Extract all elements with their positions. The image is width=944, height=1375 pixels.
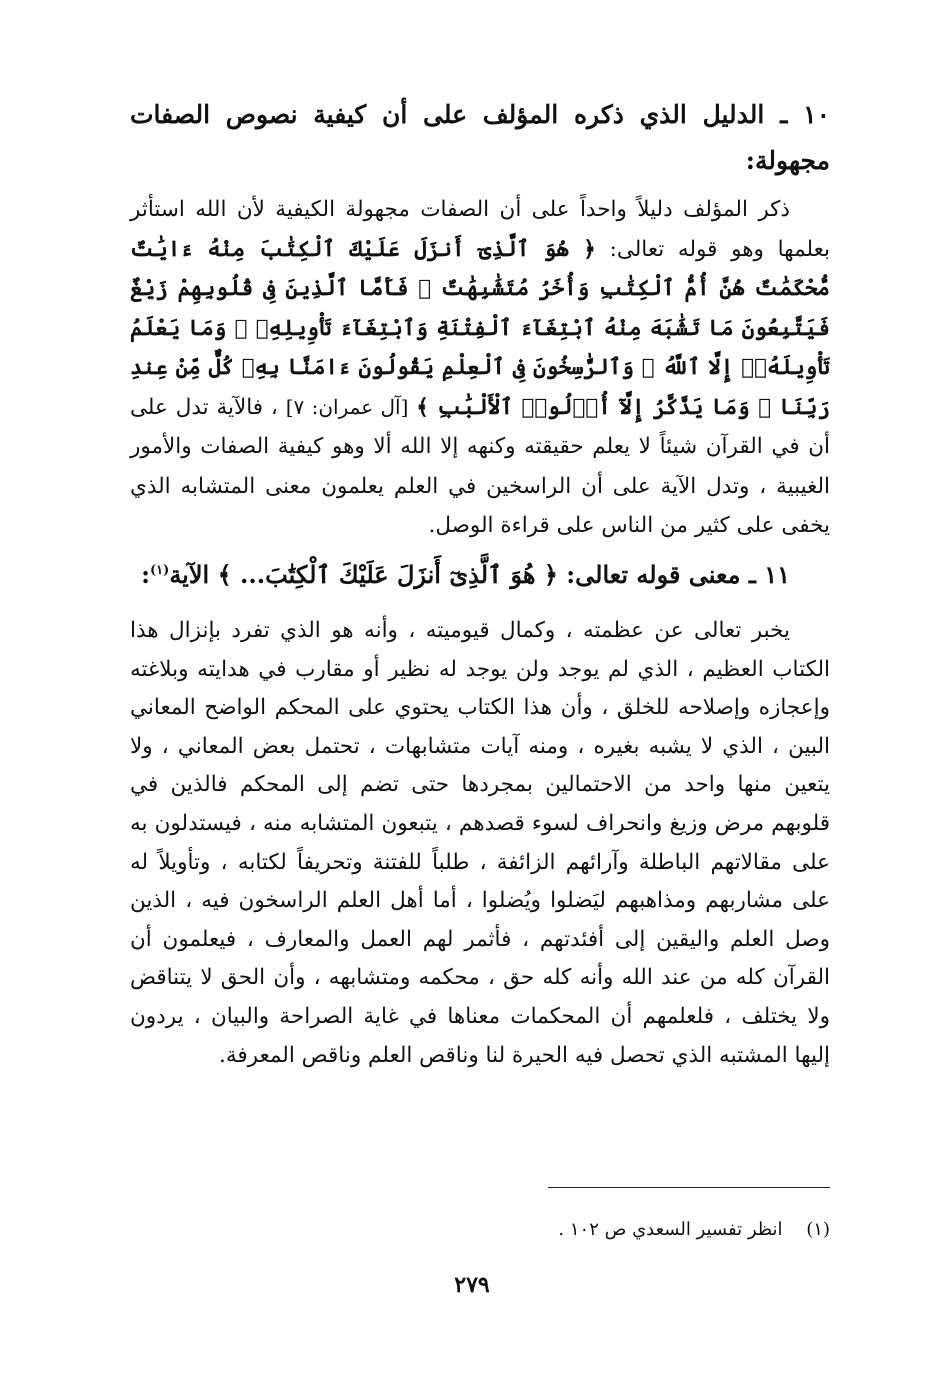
quran-verse: ﴿ هُوَ ٱلَّذِىٓ أَنزَلَ عَلَيْكَ ٱلْكِتَٰبَ مِنْهُ ءَايَٰتٌ مُّحْكَمَٰتٌ هُنَّ أُمُّ ٱلْكِتَٰبِ وَأُخَرُ مُتَشَٰبِهَٰتٌ ۖ فَأَمَّا ٱلَّذِينَ فِى قُلُوبِهِمْ زَيْغٌ فَيَتَّبِعُونَ مَا تَشَٰبَهَ مِنْهُ ٱبْتِغَآءَ ٱلْفِتْنَةِ وَٱبْتِغَآءَ تَأْوِيلِهِۦ ۗ وَمَا يَعْلَمُ تَأْوِيلَهُۥٓ إِلَّا ٱللَّهُ ۗ وَٱلرَّٰسِخُونَ فِى ٱلْعِلْمِ يَقُولُونَ ءَامَنَّا بِهِۦ كُلٌّ مِّنْ عِندِ رَبِّنَا ۗ وَمَا يَذَّكَّرُ إِلَّآ أُو۟لُوا۟ ٱلْأَلْبَٰبِ ﴾	[130, 236, 831, 420]
footnote-text: انظر تفسير السعدي ص ١٠٢ .	[558, 1219, 783, 1240]
footnote-separator	[548, 1187, 830, 1188]
section-11-paragraph: يخبر تعالى عن عظمته ، وكمال قيوميته ، وأنه هو الذي تفرد بإنزال هذا الكتاب العظيم ، الذي لم يوجد ولن يوجد له نظير أو مقارب في هدايته وبلاغته وإعجازه وإصلاحه للخلق ، وأن هذا الكتاب يحتوي على المحكم الواضح المعاني البين ، الذي لا يشبه بغيره ، ومنه آيات متشابهات ، تحتمل بعض المعاني ، ولا يتعين منها واحد من الاحتمالين بمجردها حتى تضم إلى المحكم فالذين في قلوبهم مرض وزيغ وانحراف لسوء قصدهم ، يتبعون المتشابه منه ، فيستدلون به على مقالاتهم الباطلة وآرائهم الزائفة ، طلباً للفتنة وتحريفاً لكتابه ، وتأويلاً له على مشاربهم ومذاهبهم ليَضلوا ويُضلوا ، أما أهل العلم الراسخون فيه ، الذين وصل العلم واليقين إلى أفئدتهم ، فأثمر لهم العمل والمعارف ، فيعلمون أن القرآن كله من عند الله وأنه كله حق ، محكمه ومتشابهه ، وأن الحق لا يتناقض ولا يختلف ، فلعلمهم أن المحكمات معناها في غاية الصراحة والبيان ، يردون إليها المشتبه الذي تحصل فيه الحيرة لنا وناقص العلم وناقص المعرفة.	[130, 618, 830, 1068]
section-11-heading-end: :	[141, 560, 151, 589]
verse-reference: [آل عمران: ٧]	[285, 394, 409, 419]
page-number: ٢٧٩	[454, 1272, 490, 1298]
section-11-heading-suffix: الآية	[169, 560, 210, 589]
section-10-paragraph	[130, 190, 830, 546]
section-10-heading: ١٠ ـ الدليل الذي ذكره المؤلف على أن كيفية نصوص الصفات مجهولة:	[130, 100, 830, 175]
footnote-reference-marker: (١)	[150, 563, 170, 578]
section-11-heading-prefix: ١١ ـ معنى قوله تعالى:	[566, 560, 790, 589]
section-10-body: ، فالآية تدل على أن في القرآن شيئاً لا يعلم حقيقته وكنهه إلا الله ألا وهو كيفية الصفات والأمور الغيبية ، وتدل الآية على أن الراسخين في العلم يعلمون معنى المتشابه الذي يخفى على كثير من الناس على قراءة الوصل.	[130, 394, 830, 538]
footnote	[430, 1215, 830, 1245]
footnote-marker: (١)	[806, 1219, 830, 1240]
section-11-heading	[130, 548, 830, 598]
section-10-intro: ذكر المؤلف دليلاً واحداً على أن الصفات مجهولة الكيفية لأن الله استأثر بعلمها وهو قوله تعالى:	[130, 197, 831, 262]
section-11-heading-verse: ﴿ هُوَ ٱلَّذِىٓ أَنزَلَ عَلَيْكَ ٱلْكِتَٰبَ... ﴾	[217, 560, 558, 589]
